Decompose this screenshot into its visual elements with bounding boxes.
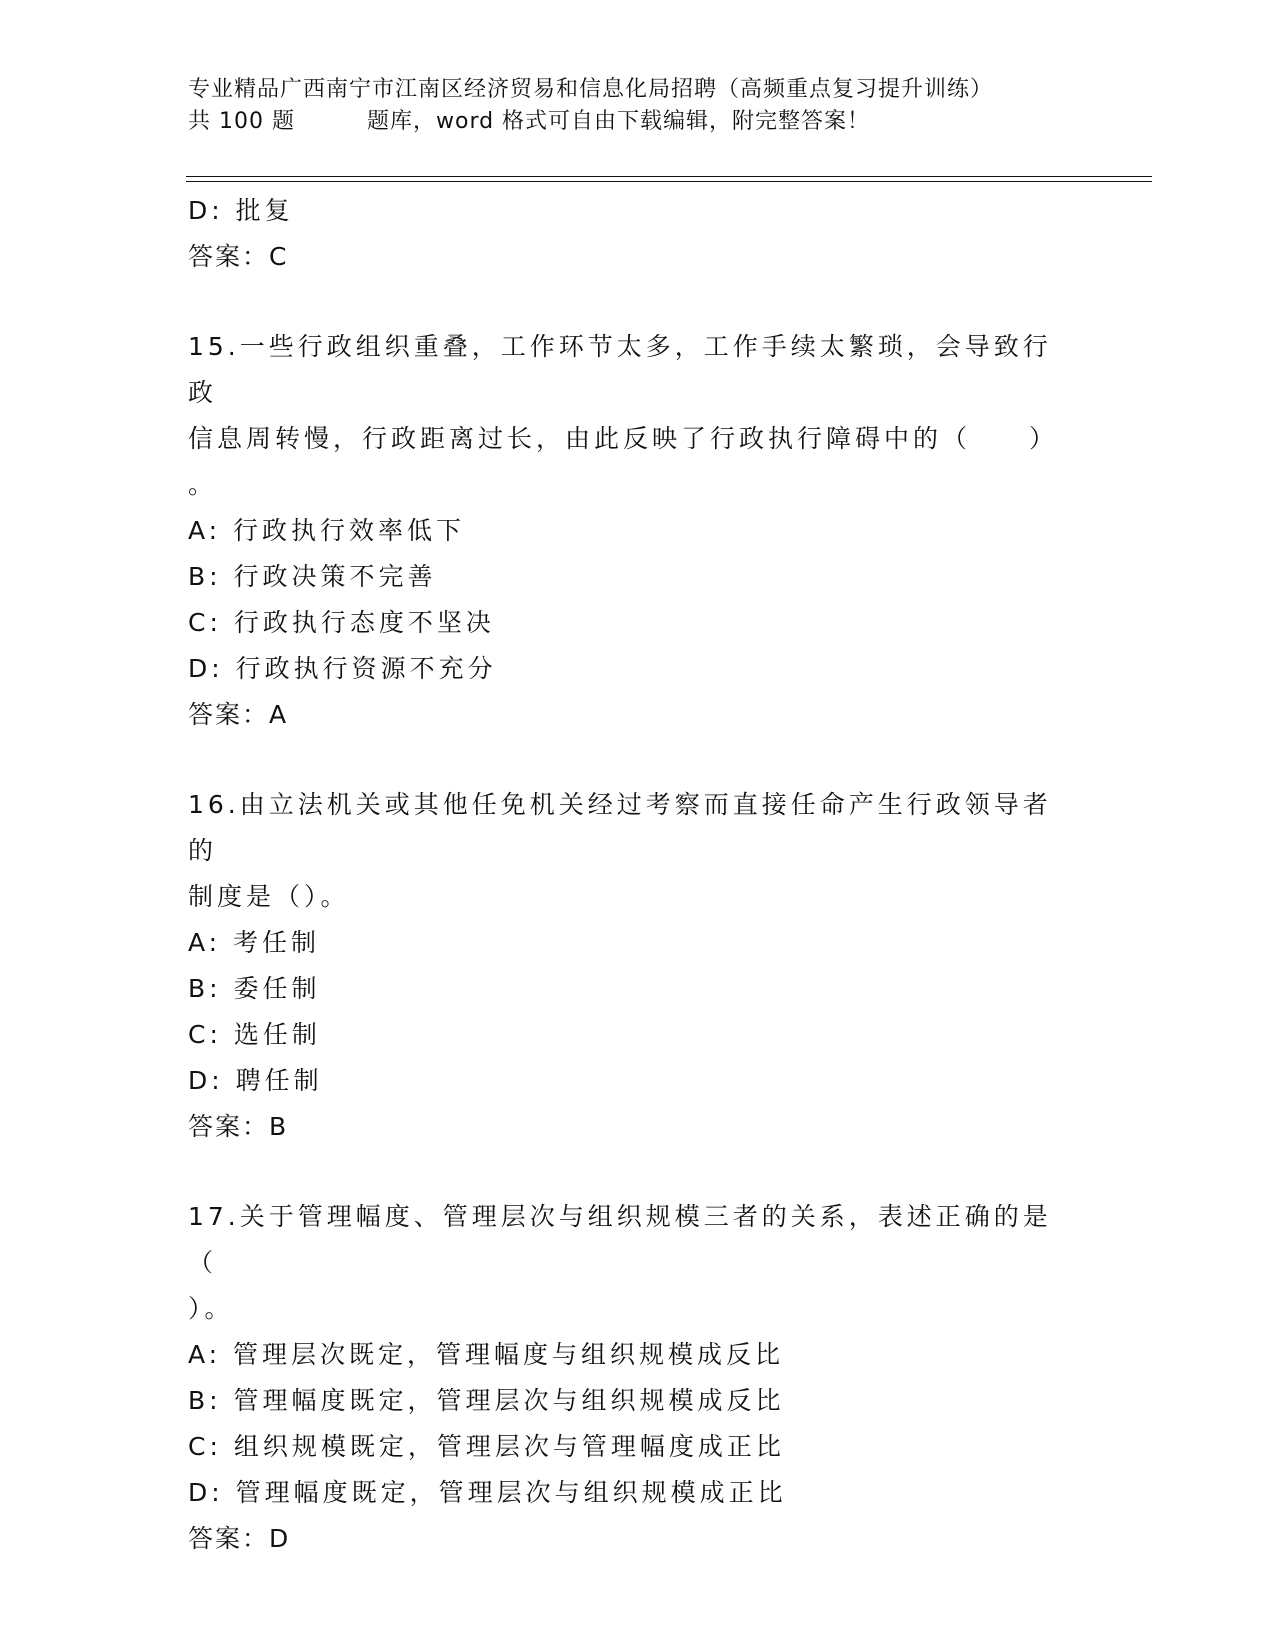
answer-line: 答案：B	[188, 1112, 289, 1141]
option-c: C: 行政执行态度不坚决	[188, 608, 495, 637]
question-text-line: 信息周转慢，行政距离过长，由此反映了行政执行障碍中的（ ）	[188, 424, 1059, 453]
option-a: A: 行政执行效率低下	[188, 516, 466, 545]
header-divider-bottom	[186, 181, 1152, 182]
option-d: D: 批复	[188, 196, 294, 225]
option-d: D: 管理幅度既定，管理层次与组织规模成正比	[188, 1478, 787, 1507]
question-text-line: ）。	[188, 1294, 234, 1323]
option-a: A: 管理层次既定，管理幅度与组织规模成反比	[188, 1340, 785, 1369]
header-question-count: 共 100 题	[188, 109, 295, 134]
header-title: 专业精品广西南宁市江南区经济贸易和信息化局招聘（高频重点复习提升训练）	[188, 77, 994, 102]
option-a: A: 考任制	[188, 928, 321, 957]
answer-line: 答案：D	[188, 1524, 291, 1553]
question-text-line: 制度是（）。	[188, 882, 350, 911]
answer-line: 答案：A	[188, 700, 289, 729]
question-text-line: 16.由立法机关或其他任免机关经过考察而直接任命产生行政领导者的	[188, 790, 1052, 865]
option-d: D: 行政执行资源不充分	[188, 654, 497, 683]
option-c: C: 组织规模既定，管理层次与管理幅度成正比	[188, 1432, 785, 1461]
question-15	[188, 324, 1088, 738]
question-text-line: 。	[188, 470, 214, 499]
header-description: 题库，word 格式可自由下载编辑，附完整答案！	[366, 109, 871, 134]
question-content	[188, 188, 1088, 1562]
option-b: B: 委任制	[188, 974, 321, 1003]
option-c: C: 选任制	[188, 1020, 321, 1049]
previous-question-tail	[188, 188, 1088, 280]
page-header	[188, 74, 1148, 138]
question-text-line: 15.一些行政组织重叠，工作环节太多，工作手续太繁琐，会导致行政	[188, 332, 1052, 407]
header-divider-top	[186, 176, 1152, 177]
header-subtitle	[188, 106, 1148, 138]
option-b: B: 行政决策不完善	[188, 562, 437, 591]
question-16	[188, 782, 1088, 1150]
answer-line: 答案：C	[188, 242, 289, 271]
question-17	[188, 1194, 1088, 1562]
question-text-line: 17.关于管理幅度、管理层次与组织规模三者的关系，表述正确的是（	[188, 1202, 1052, 1277]
option-d: D: 聘任制	[188, 1066, 323, 1095]
option-b: B: 管理幅度既定，管理层次与组织规模成反比	[188, 1386, 785, 1415]
